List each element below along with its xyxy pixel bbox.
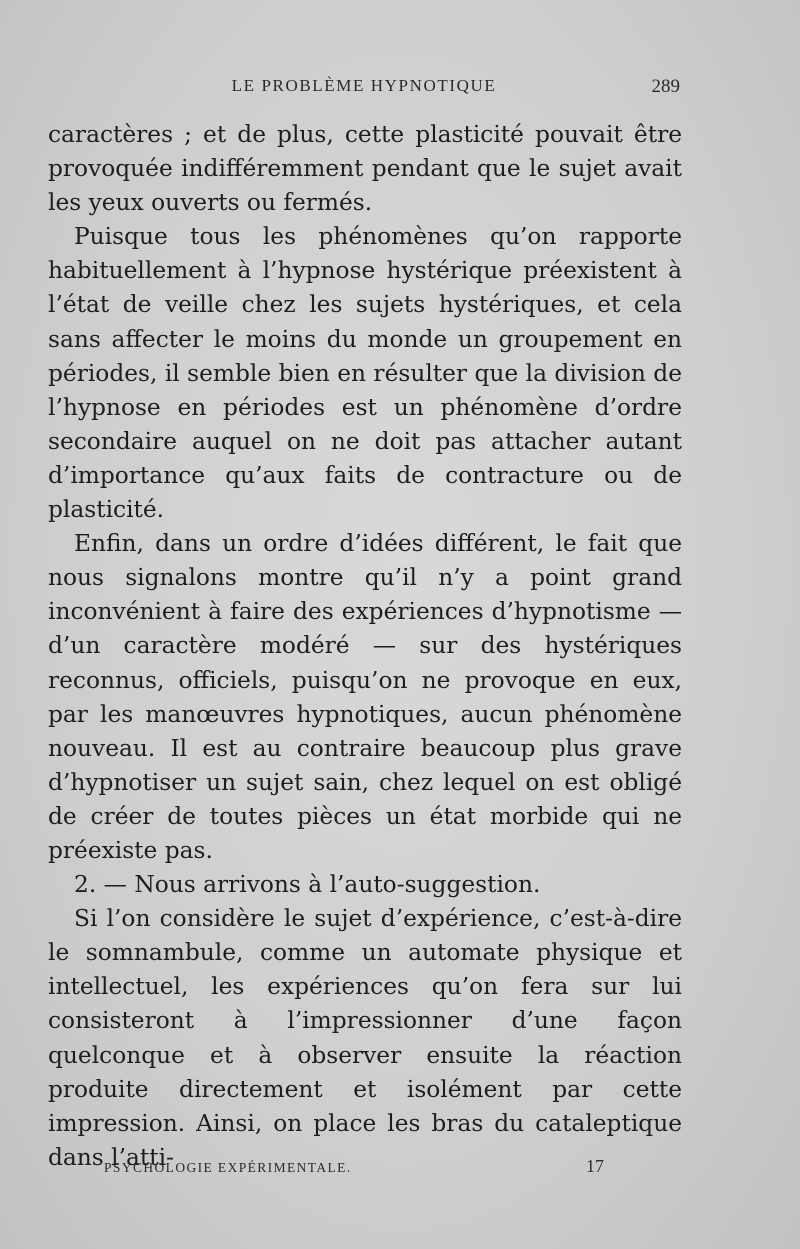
running-head	[48, 76, 680, 102]
signature-line	[104, 1156, 604, 1182]
signature-text: PSYCHOLOGIE EXPÉRIMENTALE.	[104, 1160, 352, 1175]
paragraph-somnambule: Si l’on considère le sujet d’expérience, c’est-à-dire le somnambule, comme un automate physique et intellectuel, les expériences qu’on fera sur lui consisteront à l’impressionner d’une façon quelconque et à observer ensuite la réaction produite directement et isolément par cette impression. Ainsi, on place les bras du cataleptique dans l’atti-	[48, 905, 682, 1171]
section-heading-auto-suggestion: 2. — Nous arrivons à l’auto-suggestion.	[74, 871, 541, 899]
page-number: 289	[651, 76, 680, 97]
paragraph-hysteria: Puisque tous les phénomènes qu’on rapporte habituellement à l’hypnose hystérique préexistent à l’état de veille chez les sujets hystériques, et cela sans affecter le moins du monde un groupement en périodes, il semble bien en résulter que la division de l’hypnose en périodes est un phénomène d’ordre secondaire auquel on ne doit pas attacher autant d’importance qu’aux faits de contracture ou de plasticité.	[48, 223, 682, 524]
running-title: LE PROBLÈME HYPNOTIQUE	[231, 76, 497, 95]
paragraph-continuation: caractères ; et de plus, cette plasticité pouvait être provoquée indifféremment pendant que le sujet avait les yeux ouverts ou fermés.	[48, 121, 682, 217]
body-text	[48, 118, 682, 1175]
paragraph-experiments: Enfin, dans un ordre d’idées différent, le fait que nous signalons montre qu’il n’y a point grand inconvénient à faire des expériences d’hypnotisme — d’un caractère modéré — sur des hystériques reconnus, officiels, puisqu’on ne provoque en eux, par les manœuvres hypnotiques, aucun phénomène nouveau. Il est au contraire beaucoup plus grave d’hypnotiser un sujet sain, chez lequel on est obligé de créer de toutes pièces un état morbide qui ne préexiste pas.	[48, 530, 682, 864]
signature-number: 17	[586, 1156, 604, 1176]
